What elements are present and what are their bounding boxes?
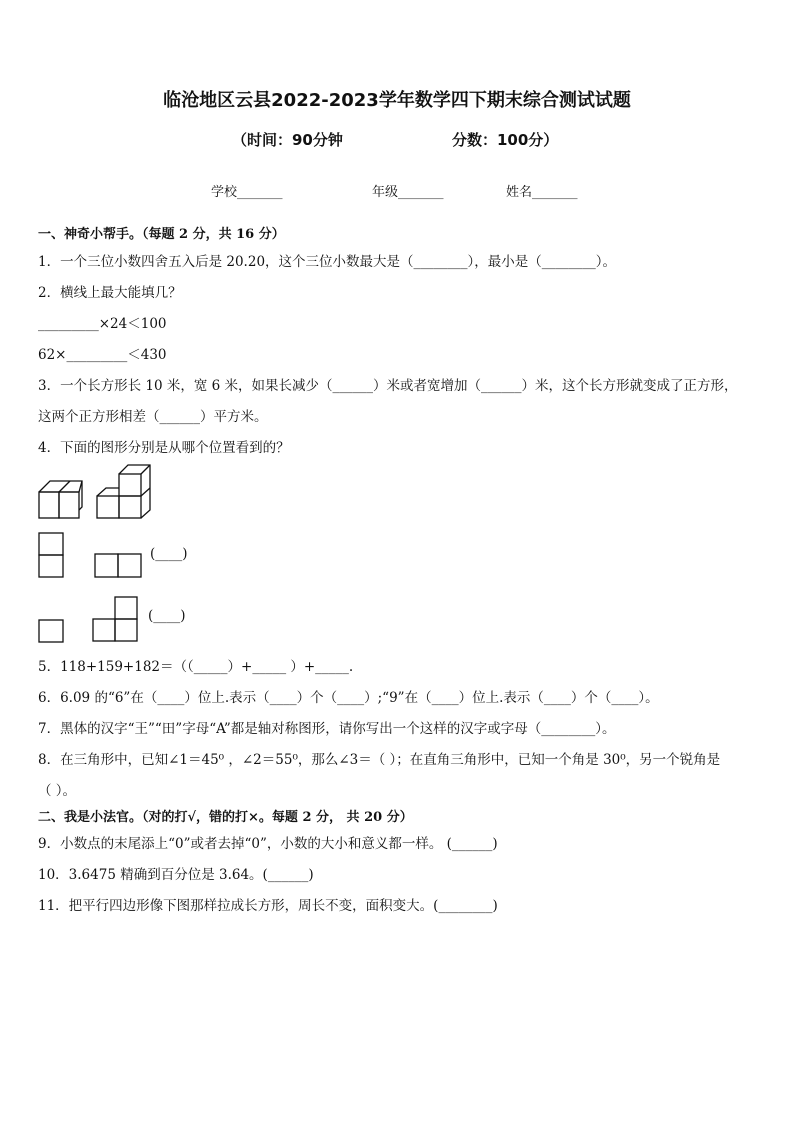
- section-2-heading: 二、我是小法官。（对的打√，错的打×。每题 2 分， 共 20 分）: [38, 810, 413, 825]
- name-field: 姓名_______: [506, 185, 578, 200]
- question-3-line1: 3．一个长方形长 10 米，宽 6 米，如果长减少（______）米或者宽增加（______）米，这个长方形就变成了正方形，: [38, 378, 738, 394]
- question-6: 6．6.09 的“6”在（____）位上.表示（____）个（____）;“9”在（____）位上.表示（____）个（____）。: [38, 690, 659, 706]
- question-4-blank-1: (____): [150, 546, 188, 562]
- question-8-line1: 8．在三角形中，已知∠1＝45⁰ ，∠2＝55⁰，那么∠3＝（ ）；在直角三角形中，已知一个角是 30⁰，另一个锐角是: [38, 752, 721, 768]
- question-1: 1．一个三位小数四舍五入后是 20.20，这个三位小数最大是（________），最小是（________）。: [38, 254, 617, 270]
- question-4: 4．下面的图形分别是从哪个位置看到的？: [38, 440, 290, 456]
- school-field: 学校_______: [211, 185, 283, 200]
- view-figure-2a: [38, 619, 66, 645]
- view-figure-2b: [92, 596, 140, 644]
- question-8-line2: （ ）。: [38, 783, 77, 799]
- exam-time: （时间：90分钟: [232, 131, 343, 149]
- question-5: 5．118+159+182＝（（_____）+_____ ）+_____.: [38, 659, 354, 675]
- page-title: 临沧地区云县2022-2023学年数学四下期末综合测试试题: [163, 90, 631, 111]
- question-4-blank-2: (____): [148, 608, 186, 624]
- question-3-line2: 这两个正方形相差（______）平方米。: [38, 409, 268, 425]
- question-7: 7．黑体的汉字“王”“田”字母“A”都是轴对称图形，请你写出一个这样的汉字或字母（________）。: [38, 721, 616, 737]
- section-1-heading: 一、神奇小帮手。（每题 2 分，共 16 分）: [38, 227, 285, 242]
- question-10: 10．3.6475 精确到百分位是 3.64。(______): [38, 867, 314, 883]
- exam-score: 分数：100分）: [452, 131, 559, 149]
- view-figure-1a: [38, 532, 66, 580]
- question-2b: 62×_________＜430: [38, 347, 167, 363]
- question-2a: _________×24＜100: [38, 316, 167, 332]
- cube-solid-b: [96, 464, 154, 520]
- grade-field: 年级_______: [372, 185, 444, 200]
- question-9: 9．小数点的末尾添上“0”或者去掉“0”，小数的大小和意义都一样。 (______): [38, 836, 498, 852]
- view-figure-1b: [94, 553, 144, 579]
- question-2: 2．横线上最大能填几？: [38, 285, 182, 301]
- question-11: 11．把平行四边形像下图那样拉成长方形，周长不变，面积变大。(________): [38, 898, 498, 914]
- cube-solid-a: [38, 478, 84, 520]
